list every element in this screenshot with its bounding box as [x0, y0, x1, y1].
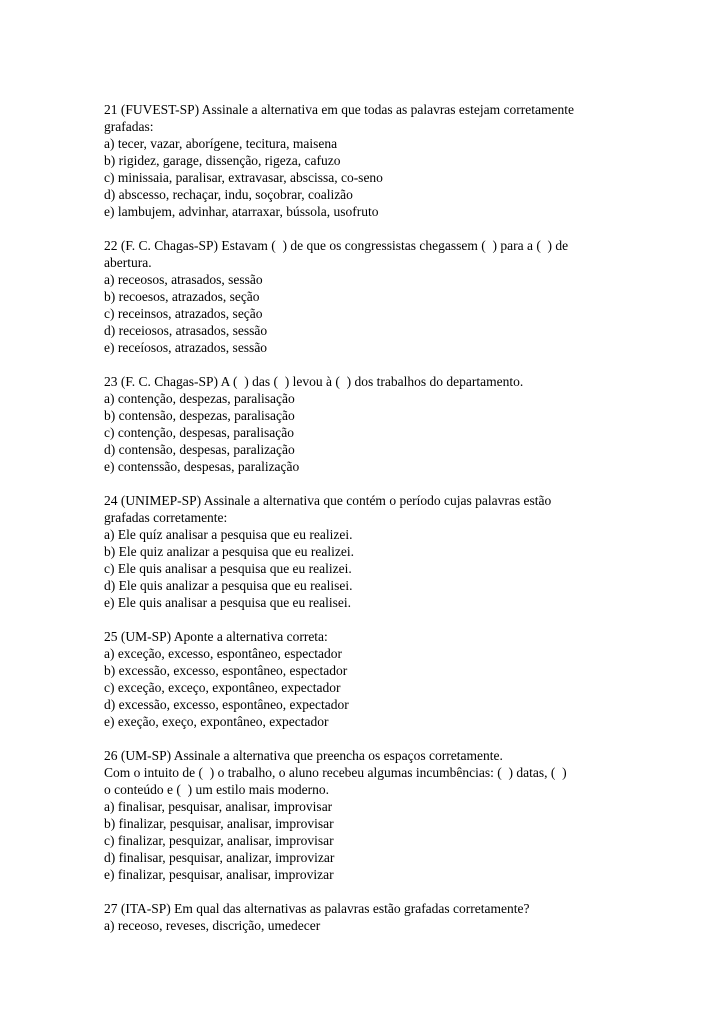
question-text: abertura.	[104, 255, 152, 270]
question-text: 21 (FUVEST-SP) Assinale a alternativa em que todas as palavras estejam corretamente	[104, 102, 574, 117]
question-22	[104, 237, 664, 356]
answer-option: d) finalisar, pesquisar, analizar, improvizar	[104, 850, 335, 865]
answer-option: e) exeção, exeço, expontâneo, expectador	[104, 714, 329, 729]
answer-option: c) minissaia, paralisar, extravasar, abscissa, co-seno	[104, 170, 383, 185]
question-text: 23 (F. C. Chagas-SP) A ( ) das ( ) levou à ( ) dos trabalhos do departamento.	[104, 374, 524, 389]
answer-option: d) Ele quis analizar a pesquisa que eu realisei.	[104, 578, 353, 593]
answer-option: a) exceção, excesso, espontâneo, espectador	[104, 646, 343, 661]
question-21	[104, 101, 664, 220]
answer-option: d) receiosos, atrasados, sessão	[104, 323, 268, 338]
answer-option: b) recoesos, atrazados, seção	[104, 289, 260, 304]
answer-option: c) contenção, despesas, paralisação	[104, 425, 295, 440]
document-page	[104, 101, 664, 934]
answer-option: c) receinsos, atrazados, seção	[104, 306, 263, 321]
question-text: 24 (UNIMEP-SP) Assinale a alternativa que contém o período cujas palavras estão	[104, 493, 552, 508]
answer-option: b) Ele quiz analizar a pesquisa que eu realizei.	[104, 544, 355, 559]
answer-option: b) excessão, excesso, espontâneo, espectador	[104, 663, 348, 678]
question-23	[104, 373, 664, 475]
answer-option: e) finalizar, pesquisar, analisar, improvizar	[104, 867, 334, 882]
answer-option: a) tecer, vazar, aborígene, tecitura, maisena	[104, 136, 338, 151]
question-text: 22 (F. C. Chagas-SP) Estavam ( ) de que os congressistas chegassem ( ) para a ( ) de	[104, 238, 569, 253]
answer-option: c) exceção, exceço, expontâneo, expectador	[104, 680, 341, 695]
answer-option: b) finalizar, pesquisar, analisar, improvisar	[104, 816, 334, 831]
answer-option: d) excessão, excesso, espontâneo, expectador	[104, 697, 349, 712]
question-27	[104, 900, 664, 934]
question-24	[104, 492, 664, 611]
answer-option: e) contenssão, despesas, paralização	[104, 459, 300, 474]
answer-option: d) contensão, despesas, paralização	[104, 442, 295, 457]
question-text: grafadas:	[104, 119, 154, 134]
answer-option: d) abscesso, rechaçar, indu, soçobrar, coalizão	[104, 187, 353, 202]
question-text: grafadas corretamente:	[104, 510, 228, 525]
answer-option: a) receosos, atrasados, sessão	[104, 272, 263, 287]
question-26	[104, 747, 664, 883]
answer-option: b) rigidez, garage, dissenção, rigeza, cafuzo	[104, 153, 341, 168]
answer-option: b) contensão, despezas, paralisação	[104, 408, 295, 423]
answer-option: a) Ele quíz analisar a pesquisa que eu realizei.	[104, 527, 353, 542]
question-text: 27 (ITA-SP) Em qual das alternativas as palavras estão grafadas corretamente?	[104, 901, 530, 916]
answer-option: e) Ele quis analisar a pesquisa que eu realisei.	[104, 595, 352, 610]
answer-option: e) lambujem, advinhar, atarraxar, bússola, usofruto	[104, 204, 379, 219]
question-25	[104, 628, 664, 730]
answer-option: a) receoso, reveses, discrição, umedecer	[104, 918, 321, 933]
question-text: 25 (UM-SP) Aponte a alternativa correta:	[104, 629, 328, 644]
answer-option: a) contenção, despezas, paralisação	[104, 391, 295, 406]
answer-option: c) finalizar, pesquizar, analisar, improvisar	[104, 833, 334, 848]
question-text: Com o intuito de ( ) o trabalho, o aluno recebeu algumas incumbências: ( ) datas, ( )	[104, 765, 567, 780]
answer-option: c) Ele quis analisar a pesquisa que eu realizei.	[104, 561, 352, 576]
answer-option: e) receíosos, atrazados, sessão	[104, 340, 268, 355]
question-text: 26 (UM-SP) Assinale a alternativa que preencha os espaços corretamente.	[104, 748, 503, 763]
answer-option: a) finalisar, pesquisar, analisar, improvisar	[104, 799, 333, 814]
question-text: o conteúdo e ( ) um estilo mais moderno.	[104, 782, 329, 797]
